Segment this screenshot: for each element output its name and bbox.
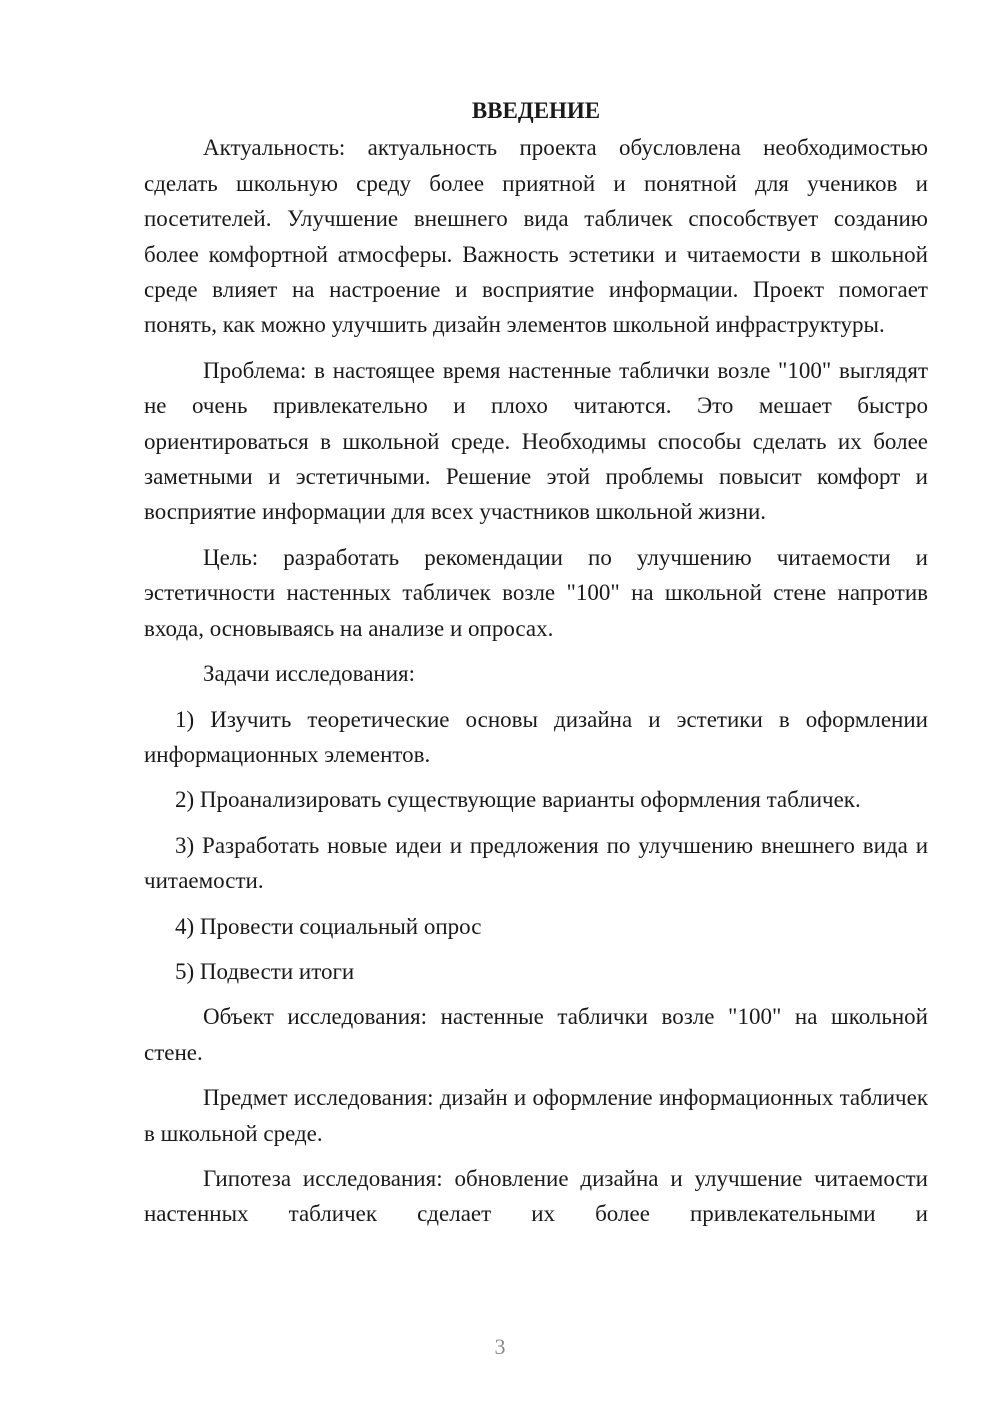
- page-content: [144, 93, 928, 1242]
- task-item-5: 5) Подвести итоги: [175, 958, 355, 984]
- task-item-1: 1) Изучить теоретические основы дизайна и эстетики в оформлении информационных элементов.: [144, 706, 928, 767]
- task-item-2: 2) Проанализировать существующие варианты оформления табличек.: [175, 787, 861, 813]
- object-paragraph: Объект исследования: настенные таблички возле "100" на школьной стене.: [144, 1004, 928, 1065]
- tasks-heading: Задачи исследования:: [203, 661, 416, 687]
- subject-paragraph: Предмет исследования: дизайн и оформление информационных табличек в школьной среде.: [144, 1085, 928, 1146]
- relevance-paragraph: Актуальность: актуальность проекта обусловлена необходимостью сделать школьную среду более приятной и понятной для учеников и посетителей. Улучшение внешнего вида табличек способствует созданию более комфортной атмосферы. Важность эстетики и читаемости в школьной среде влияет на настроение и восприятие информации. Проект помогает понять, как можно улучшить дизайн элементов школьной инфраструктуры.: [144, 135, 928, 338]
- section-title: ВВЕДЕНИЕ: [471, 98, 601, 123]
- page-number: 3: [494, 1334, 506, 1359]
- problem-paragraph: Проблема: в настоящее время настенные таблички возле "100" выглядят не очень привлекательно и плохо читаются. Это мешает быстро ориентироваться в школьной среде. Необходимы способы сделать их более заметными и эстетичными. Решение этой проблемы повысит комфорт и восприятие информации для всех участников школьной жизни.: [144, 357, 928, 525]
- hypothesis-paragraph: Гипотеза исследования: обновление дизайна и улучшение читаемости настенных табличек сделает их более привлекательными и: [144, 1165, 928, 1227]
- goal-paragraph: Цель: разработать рекомендации по улучшению читаемости и эстетичности настенных табличек возле "100" на школьной стене напротив входа, основываясь на анализе и опросах.: [144, 544, 928, 641]
- task-item-4: 4) Провести социальный опрос: [175, 913, 482, 939]
- task-item-3: 3) Разработать новые идеи и предложения по улучшению внешнего вида и читаемости.: [144, 832, 928, 894]
